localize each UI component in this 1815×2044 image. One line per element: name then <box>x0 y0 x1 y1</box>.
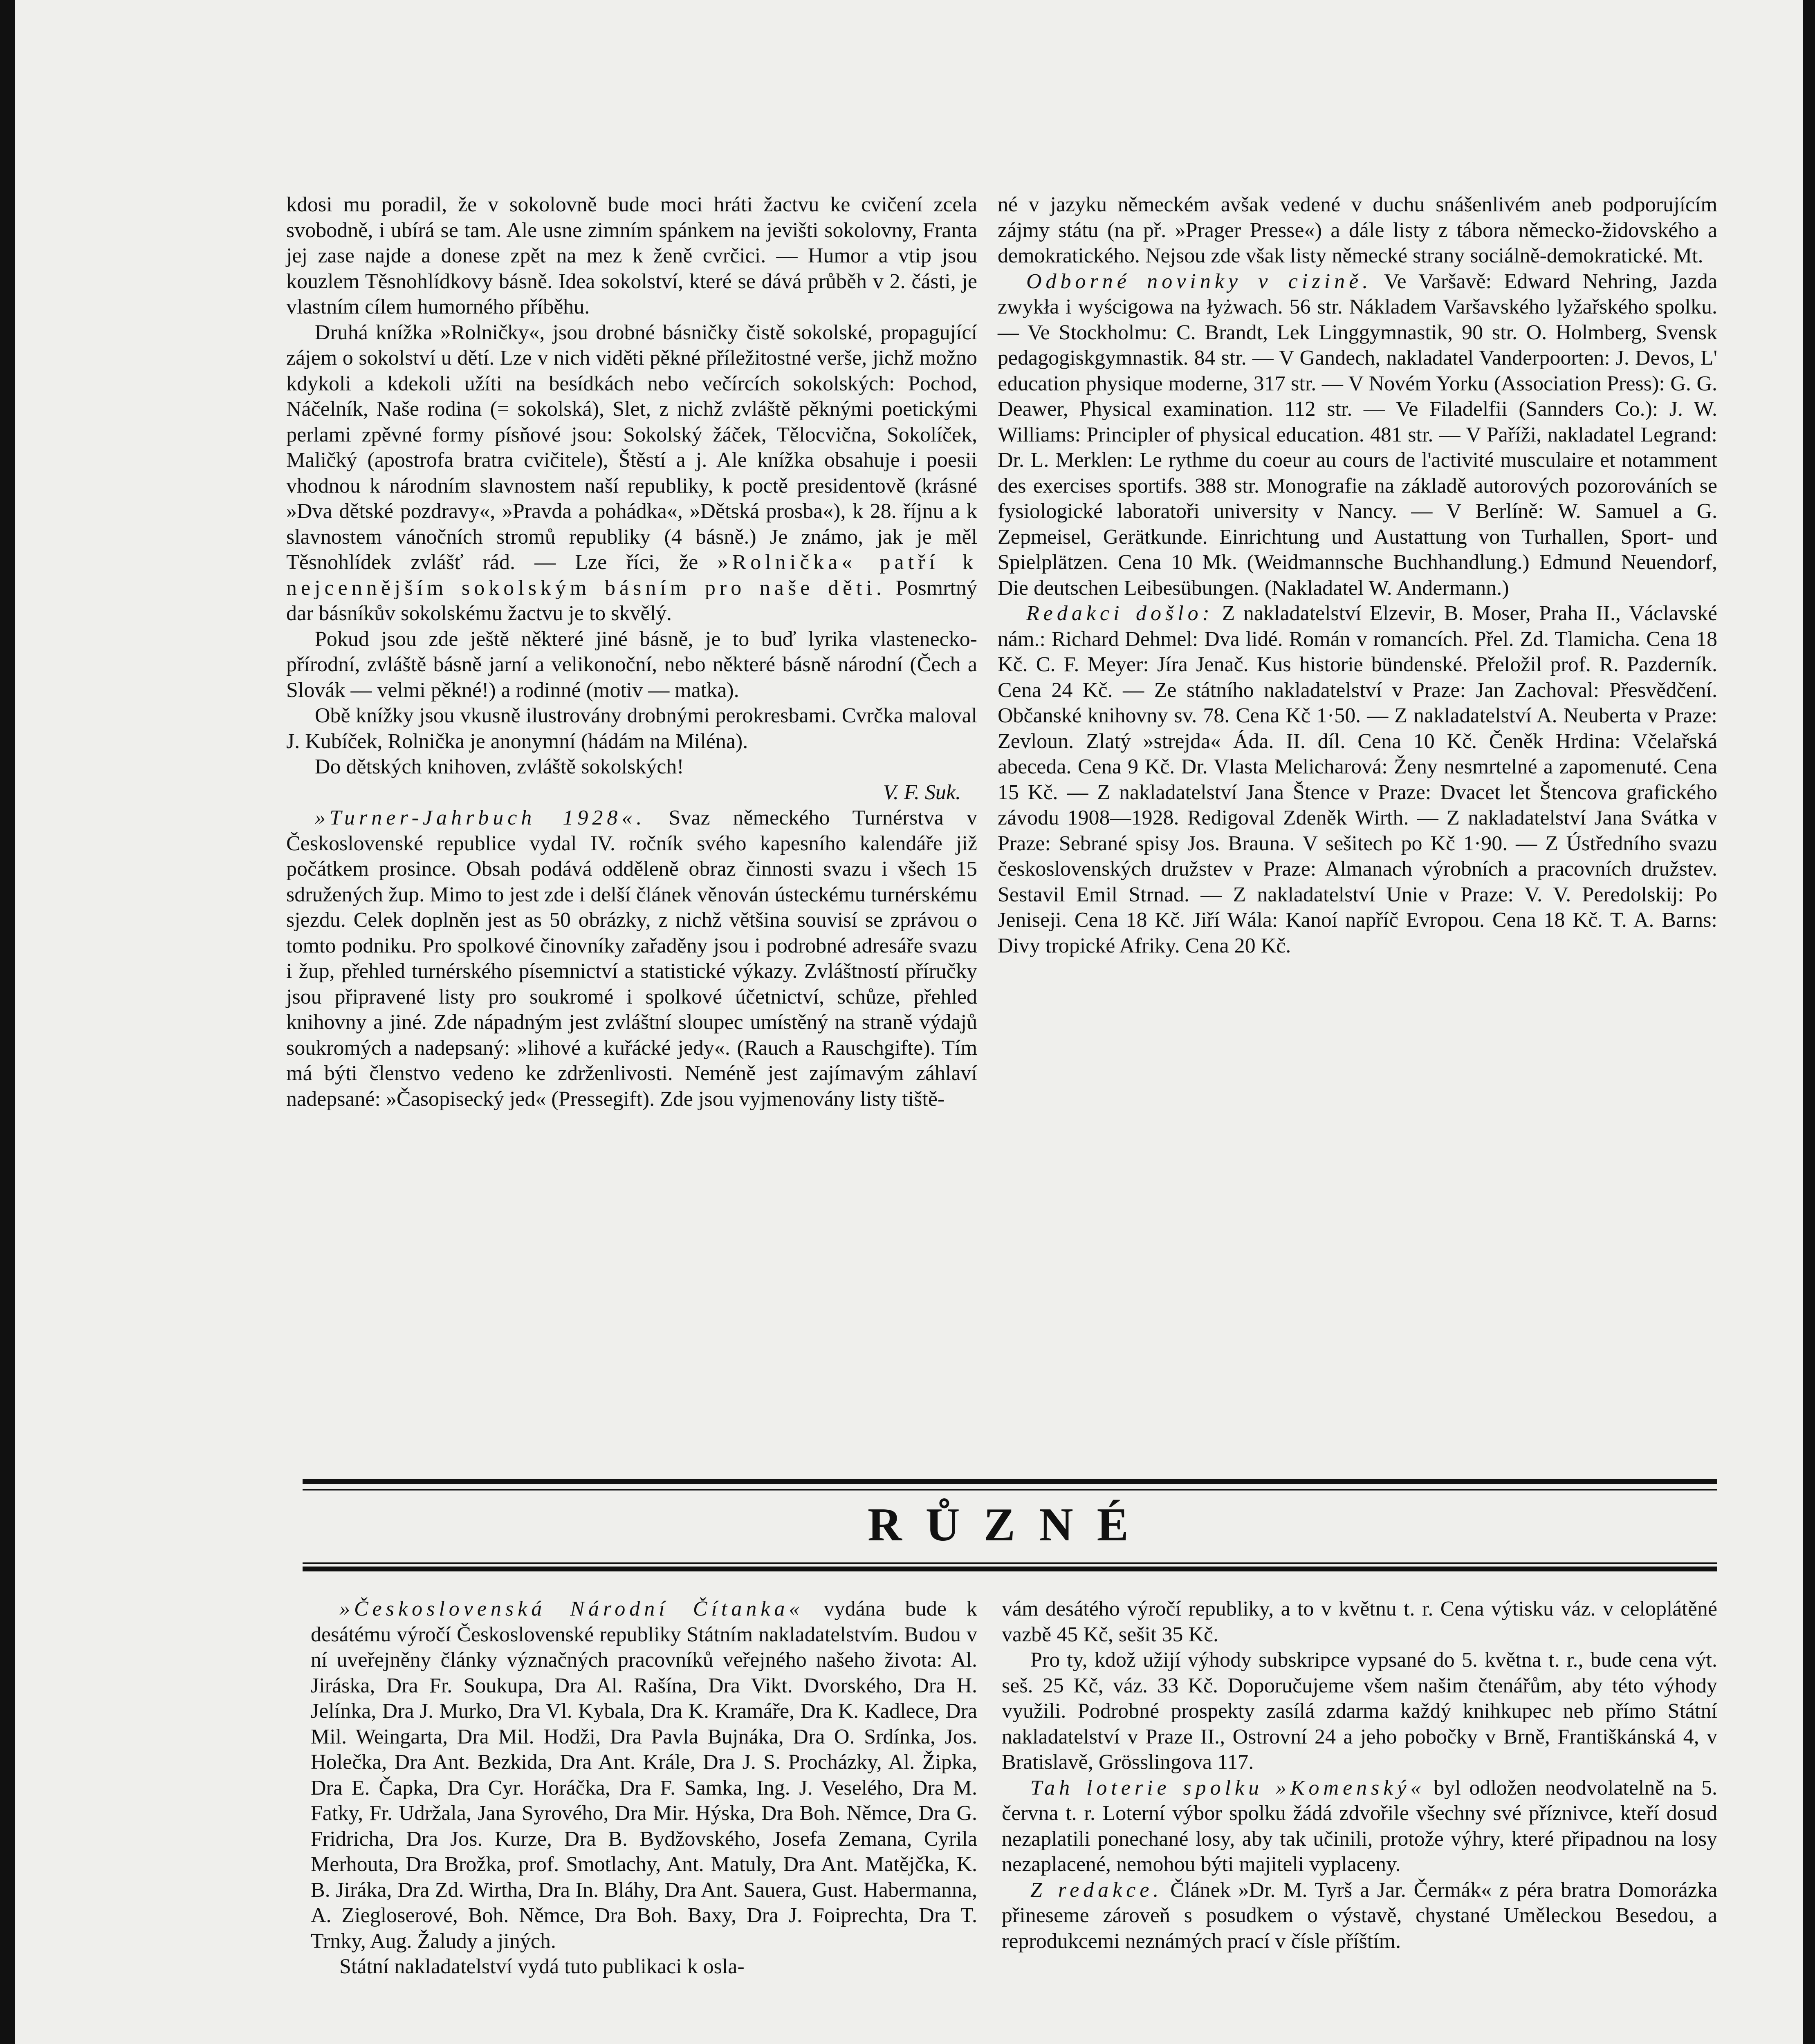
scan-border-left <box>0 0 15 2044</box>
heading-rule-bottom-thin <box>303 1562 1717 1564</box>
author-signature: V. F. Suk. <box>883 780 961 804</box>
paragraph: né v jazyku německém avšak vedené v duchu snášenlivém aneb podporujícím zájmy státu (na př. »Prager Presse«) a dále listy z tábora německo-židovského a demokratického. Nejsou zde však listy německé strany sociálně-demokratické. Mt. <box>998 193 1717 267</box>
top-left-column <box>286 192 977 1112</box>
paragraph <box>286 320 977 627</box>
article-title: Z redakce. <box>1030 1878 1163 1902</box>
paragraph <box>286 805 977 1112</box>
section-title: Redakci došlo: <box>1026 602 1214 625</box>
paragraph-text: Článek »Dr. M. Tyrš a Jar. Čermák« z péra bratra Domorázka přineseme zároveň s posudkem o výstavě, chystané Uměleckou Besedou, a reprodukcemi neznámých prací v čísle příštím. <box>1002 1878 1718 1953</box>
review-title: »Turner-Jahrbuch 1928«. <box>315 806 646 829</box>
paragraph: Pro ty, kdož užijí výhody subskripce vypsané do 5. května t. r., bude cena výt. seš. 25 Kč, váz. 33 Kč. Doporučujeme všem našim čtenářům, aby této výhody využili. Podrobné prospekty zasílá zdarma každý knihkupec neb přímo Státní nakladatelství v Praze II., Ostrovní 24 a jeho pobočky v Brně, Františkánská 4, v Bratislavě, Grösslingova 117. <box>1002 1648 1717 1774</box>
article-title: Tah loterie spolku »Komenský« <box>1030 1776 1425 1800</box>
paragraph-text: Druhá knížka »Rolničky«, jsou drobné básničky čistě sokolské, propagující zájem o sokolství u dětí. Lze v nich viděti pěkné příležitostné verše, jichž možno kdykoli a kdekoli užíti na besídkách nebo večírcích sokolských: Pochod, Náčelník, Naše rodina (= sokolská), Slet, z nichž zvláště pěknými poetickými perlami zpěvné formy písňové jsou: Sokolský žáček, Tělocvična, Sokolíček, Maličký (apostrofa bratra cvičitele), Štěstí a j. Ale knížka obsahuje i poesii vhodnou k národním slavnostem naší republiky, k poctě presidentově (krásné »Dva dětské pozdravy«, »Pravda a pohádka«, »Dětská prosba«), k 28. říjnu a k slavnostem vánočních stromů republiky (4 básně.) Je známo, jak je měl Těsnohlídek zvlášť rád. — Lze říci, že <box>286 320 977 574</box>
top-right-column <box>998 192 1717 959</box>
paragraph <box>998 269 1717 601</box>
paragraph <box>311 1596 977 1954</box>
paragraph: Pokud jsou zde ještě některé jiné básně, je to buď lyrika vlastenecko-přírodní, zvláště básně jarní a velikonoční, nebo některé básně národní (Čech a Slovák — velmi pěkné!) a rodinné (motiv — matka). <box>286 627 977 702</box>
section-heading: RŮZNÉ <box>867 1499 1153 1551</box>
bottom-left-column <box>311 1596 977 1980</box>
heading-rule-top-thin <box>303 1489 1717 1490</box>
heading-rule-top-thick <box>303 1479 1717 1484</box>
bottom-right-column <box>1002 1596 1717 1954</box>
paragraph: Do dětských knihoven, zvláště sokolských! <box>315 755 684 778</box>
paragraph-text: Svaz německého Turnérstva v Československé republice vydal IV. ročník svého kapesního kalendáře již počátkem prosince. Obsah podává odděleně obraz činnosti svazu i všech 15 sdružených žup. Mimo to jest zde i delší článek věnován ústeckému turnérskému sjezdu. Celek doplněn jest as 50 obrázky, z nichž většina souvisí se zprávou o tomto podniku. Pro spolkové činovníky zařaděny jsou i podrobné adresáře svazu i žup, přehled turnérského písemnictví a statistické výkazy. Zvláštností příručky jsou připravené listy pro soukromé i spolkové účetnictví, schůze, přehled knihovny a jiné. Zde nápadným jest zvláštní sloupec umístěný na straně výdajů soukromých a nadepsaný: »lihové a kuřácké jedy«. (Rauch a Rauschgifte). Tím má býti členstvo vedeno ke zdrženlivosti. Neméně jest zajímavým záhlaví nadepsané: »Časopisecký jed« (Pressegift). Zde jsou vyjmenovány listy tiště- <box>286 806 977 1111</box>
paragraph-text: Z nakladatelství Elzevir, B. Moser, Praha II., Václavské nám.: Richard Dehmel: Dva lidé. Román v romancích. Přel. Zd. Tlamicha. Cena 18 Kč. C. F. Meyer: Jíra Jenač. Kus historie bündenské. Přeložil prof. R. Pazderník. Cena 24 Kč. — Ze státního nakladatelství v Praze: Jan Zachoval: Přesvědčení. Občanské knihovny sv. 78. Cena Kč 1·50. — Z nakladatelství A. Neuberta v Praze: Zevloun. Zlatý »strejda« Áda. II. díl. Cena 10 Kč. Čeněk Hrdina: Včelařská abeceda. Cena 9 Kč. Dr. Vlasta Melicharová: Ženy nesmrtelné a zapomenuté. Cena 15 Kč. — Z nakladatelství Jana Štence v Praze: Dvacet let Štencova grafického závodu 1908—1928. Redigoval Zdeněk Wirth. — Z nakladatelství Jana Svátka v Praze: Sebrané spisy Jos. Brauna. V sešitech po Kč 1·90. — Z Ústředního svazu československých družstev v Praze: Almanach výrobních a pracovních družstev. Sestavil Emil Strnad. — Z nakladatelství Unie v Praze: V. V. Peredolskij: Po Jeniseji. Cena 18 Kč. Jiří Wála: Kanoí napříč Evropou. Cena 18 Kč. T. A. Barns: Divy tropické Afriky. Cena 20 Kč. <box>998 602 1718 957</box>
paragraph: Obě knížky jsou vkusně ilustrovány drobnými perokresbami. Cvrčka maloval J. Kubíček, Rolnička je anonymní (hádám na Miléna). <box>286 704 977 753</box>
paragraph-text: vydána bude k desátému výročí Československé republiky Státním nakladatelstvím. Budou v ní uveřejněny články význačných pracovníků veřejného našeho života: Al. Jiráska, Dra Fr. Soukupa, Dra Al. Rašína, Dra Vikt. Dvorského, Dra H. Jelínka, Dra J. Murko, Dra Vl. Kybala, Dra K. Kramáře, Dra K. Kadlece, Dra Mil. Weingarta, Dra Mil. Hodži, Dra Pavla Bujnáka, Dra O. Srdínka, Jos. Holečka, Dra Ant. Bezkida, Dra Ant. Krále, Dra J. S. Procházky, Al. Žipka, Dra E. Čapka, Dra Cyr. Horáčka, Dra F. Samka, Ing. J. Veselého, Dra M. Fatky, Fr. Udržala, Jana Syrového, Dra Mir. Hýska, Dra Boh. Němce, Dra G. Fridricha, Dra Jos. Kurze, Dra B. Bydžovského, Josefa Zemana, Cyrila Merhouta, Dra Brožka, prof. Smotlachy, Ant. Matuly, Dra Ant. Matějčka, K. B. Jiráka, Dra Zd. Wirtha, Dra In. Bláhy, Dra Ant. Sauera, Gust. Habermanna, A. Ziegloserové, Boh. Němce, Dra Boh. Baxy, Dra J. Foiprechta, Dra T. Trnky, Aug. Žaludy a jiných. <box>311 1597 977 1953</box>
paragraph-text: Ve Varšavě: Edward Nehring, Jazda zwykła i wyścigowa na łyżwach. 56 str. Nákladem Varšavského lyžařského spolku. — Ve Stockholmu: C. Brandt, Lek Linggymnastik, 90 str. O. Holmberg, Svensk pedagogiskgymnastik. 84 str. — V Gandech, nakladatel Vanderpoorten: J. Devos, L' education physique moderne, 317 str. — V Novém Yorku (Association Press): G. G. Deawer, Physical examination. 112 str. — Ve Filadelfii (Sannders Co.): J. W. Williams: Principler of physical education. 481 str. — V Paříži, nakladatel Legrand: Dr. L. Merklen: Le rythme du coeur au cours de l'activité musculaire et notamment des exercises sportifs. 388 str. Monografie na základě autorových pozorováních se fysiologické laboratoři university v Nancy. — V Berlíně: W. Samuel a G. Zepmeisel, Gerätkunde. Einrichtung und Austattung von Turhallen, Sport- und Spielplätzen. Cena 10 Mk. (Weidmannsche Buchhandlung.) Edmund Neuendorf, Die deutschen Leibesübungen. (Nakladatel W. Andermann.) <box>998 269 1718 600</box>
paragraph-text: byl odložen neodvolatelně na 5. června t. r. Loterní výbor spolku žádá zdvořile všechny své příznivce, kteří dosud nezaplatili ponechané losy, aby tak učinili, protože výhry, které připadnou na losy nezaplacené, nemohou býti majiteli vyplaceny. <box>1002 1776 1717 1876</box>
heading-rule-bottom-thick <box>303 1567 1717 1571</box>
paragraph: vám desátého výročí republiky, a to v květnu t. r. Cena výtisku váz. v celoplátěné vazbě 45 Kč, sešit 35 Kč. <box>1002 1597 1717 1646</box>
scan-border-right <box>1803 0 1815 2044</box>
paragraph <box>998 601 1717 959</box>
paragraph: Státní nakladatelství vydá tuto publikaci k osla- <box>339 1955 745 1978</box>
section-title: Odborné novinky v cizině. <box>1026 269 1372 293</box>
paragraph <box>1002 1775 1717 1878</box>
spaced-text: »Rolnička« patří k nejcennějším sokolským básním pro naše děti. <box>286 551 978 600</box>
paragraph <box>1002 1878 1717 1954</box>
article-title: »Československá Národní Čítanka« <box>339 1597 804 1620</box>
paragraph-text: Posmrtný dar básníkův sokolskému žactvu je to skvělý. <box>286 576 977 625</box>
paragraph: kdosi mu poradil, že v sokolovně bude moci hráti žactvu ke cvičení zcela svobodně, i ubírá se tam. Ale usne zimním spánkem na jevišti sokolovny, Franta jej zase najde a donese zpět na mez k ženě cvrčici. — Humor a vtip jsou kouzlem Těsnohlídkovy básně. Idea sokolství, které se dává průběh v 2. části, je vlastním cílem humorného příběhu. <box>286 193 977 318</box>
